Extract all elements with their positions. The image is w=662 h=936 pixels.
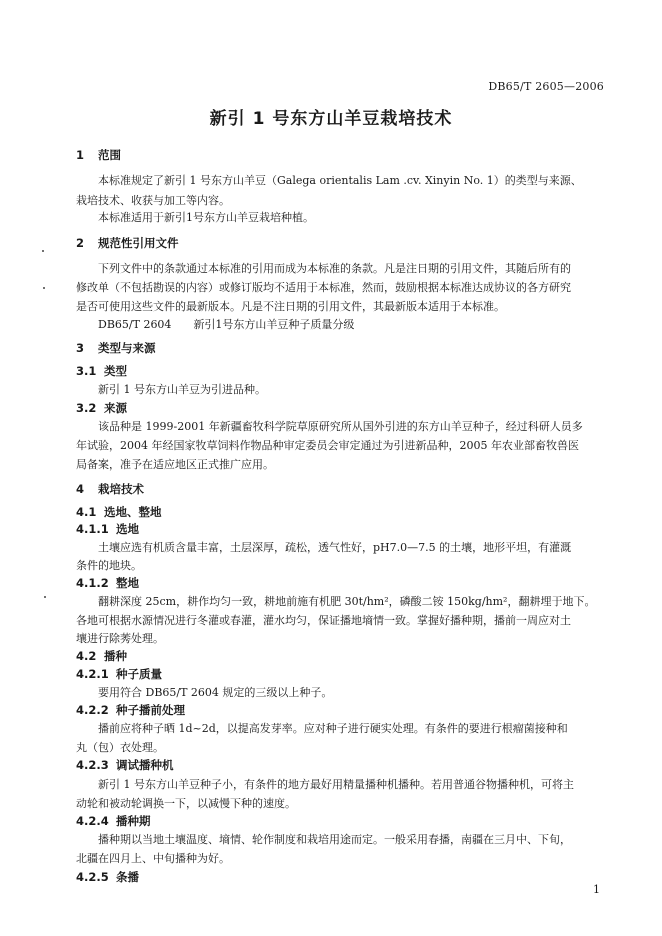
subsection-heading-4-1-1: 4.1.1 选地 — [76, 522, 139, 536]
paragraph-line: 本标准规定了新引 1 号东方山羊豆（Galega orientalis Lam .cv. Xinyin No. 1）的类型与来源、 — [98, 174, 582, 187]
subsection-heading-4-2-2: 4.2.2 种子播前处理 — [76, 703, 185, 717]
paragraph-line: 壤进行除莠处理。 — [76, 632, 164, 645]
paragraph-line: 翻耕深度 25cm，耕作均匀一致，耕地前施有机肥 30t/hm²，磷酸二铵 150kg/hm²，翻耕埋于地下。 — [98, 595, 596, 608]
subsection-heading-4-2-5: 4.2.5 条播 — [76, 870, 139, 884]
paragraph-line: 局备案，准予在适应地区正式推广应用。 — [76, 458, 274, 471]
paragraph-line: 栽培技术、收获与加工等内容。 — [76, 194, 230, 207]
paragraph-line: 本标准适用于新引1号东方山羊豆栽培种植。 — [98, 211, 314, 224]
subsection-heading-4-2-4: 4.2.4 播种期 — [76, 814, 151, 828]
section-heading-1: 1 范围 — [76, 148, 121, 162]
subsection-heading-3-2: 3.2 来源 — [76, 401, 127, 415]
scan-speck — [44, 596, 46, 598]
paragraph-line: 土壤应选有机质含量丰富，土层深厚，疏松，透气性好，pH7.0—7.5 的土壤，地形平坦，有灌溉 — [98, 541, 572, 554]
reference-item: DB65/T 2604 新引1号东方山羊豆种子质量分级 — [98, 318, 355, 331]
page-number: 1 — [593, 883, 600, 896]
section-heading-2: 2 规范性引用文件 — [76, 236, 179, 250]
paragraph-line: 播前应将种子晒 1d~2d，以提高发芽率。应对种子进行硬实处理。有条件的要进行根瘤菌接种和 — [98, 722, 568, 735]
paragraph-line: 修改单（不包括勘误的内容）或修订版均不适用于本标准，然而，鼓励根据本标准达成协议的各方研究 — [76, 281, 571, 294]
subsection-heading-4-2: 4.2 播种 — [76, 649, 127, 663]
paragraph-line: 条件的地块。 — [76, 559, 142, 572]
paragraph-line: 要用符合 DB65/T 2604 规定的三级以上种子。 — [98, 686, 333, 699]
scan-speck — [43, 287, 45, 289]
subsection-heading-3-1: 3.1 类型 — [76, 364, 127, 378]
paragraph-line: 新引 1 号东方山羊豆为引进品种。 — [98, 383, 266, 396]
subsection-heading-4-1: 4.1 选地、整地 — [76, 505, 162, 519]
paragraph-line: 该品种是 1999-2001 年新疆畜牧科学院草原研究所从国外引进的东方山羊豆种子，经过科研人员多 — [98, 420, 583, 433]
paragraph-line: 北疆在四月上、中旬播种为好。 — [76, 852, 230, 865]
paragraph-line: 下列文件中的条款通过本标准的引用而成为本标准的条款。凡是注日期的引用文件，其随后所有的 — [98, 262, 571, 275]
section-heading-3: 3 类型与来源 — [76, 341, 156, 355]
paragraph-line: 播种期以当地土壤温度、墒情、轮作制度和栽培用途而定。一般采用春播，南疆在三月中、下旬， — [98, 833, 571, 846]
document-title: 新引 1 号东方山羊豆栽培技术 — [209, 109, 453, 129]
paragraph-line: 是否可使用这些文件的最新版本。凡是不注日期的引用文件，其最新版本适用于本标准。 — [76, 300, 505, 313]
section-heading-4: 4 栽培技术 — [76, 482, 144, 496]
subsection-heading-4-2-3: 4.2.3 调试播种机 — [76, 758, 174, 772]
paragraph-line: 动轮和被动轮调换一下，以减慢下种的速度。 — [76, 797, 296, 810]
paragraph-line: 年试验，2004 年经国家牧草饲料作物品种审定委员会审定通过为引进新品种，2005 年农业部畜牧兽医 — [76, 439, 579, 452]
paragraph-line: 新引 1 号东方山羊豆种子小，有条件的地方最好用精量播种机播种。若用普通谷物播种机，可将主 — [98, 778, 574, 791]
scan-speck — [42, 250, 44, 252]
document-code: DB65/T 2605—2006 — [488, 80, 604, 93]
subsection-heading-4-2-1: 4.2.1 种子质量 — [76, 667, 162, 681]
paragraph-line: 各地可根据水源情况进行冬灌或春灌，灌水均匀，保证播地墒情一致。掌握好播种期，播前一周应对土 — [76, 614, 571, 627]
paragraph-line: 丸（包）衣处理。 — [76, 741, 164, 754]
subsection-heading-4-1-2: 4.1.2 整地 — [76, 576, 139, 590]
